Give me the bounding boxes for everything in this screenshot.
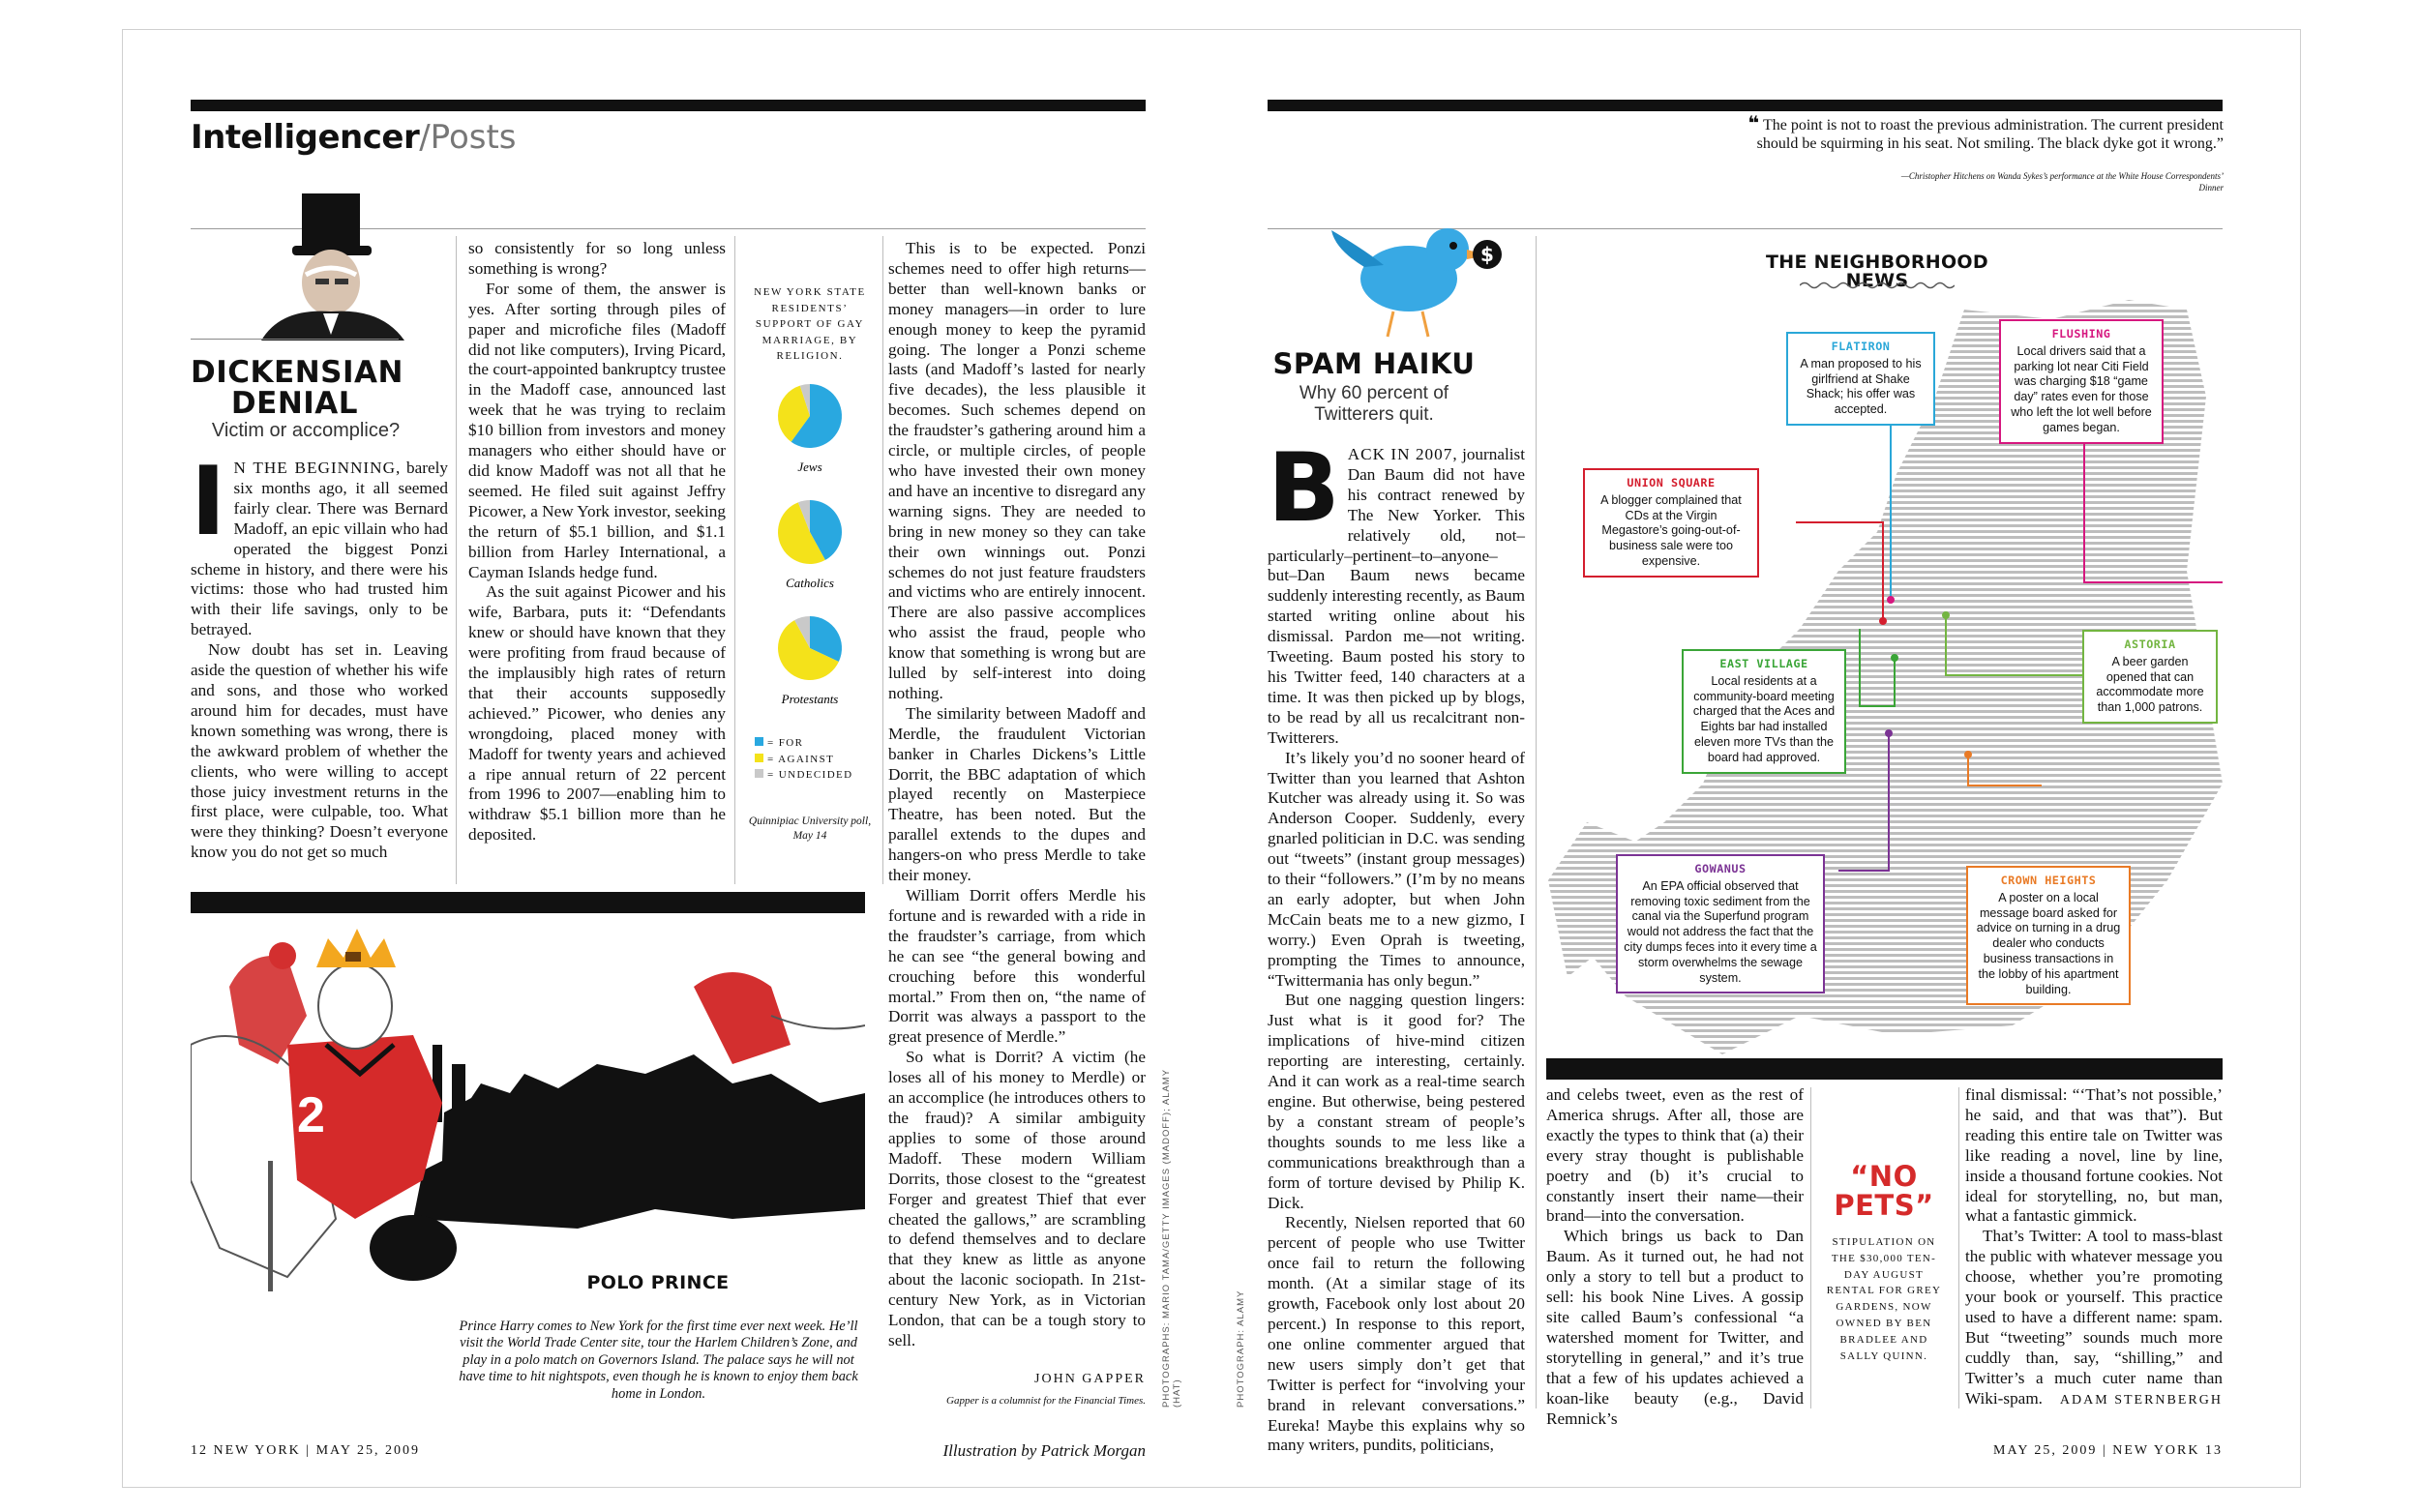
note-text: An EPA official observed that removing toxic sediment from the canal via the Superfund program would not address the fact that the city dumps feces into it every time a storm overwhelms the sewage system. — [1624, 878, 1817, 985]
left-photo-credit: PHOTOGRAPHS: MARIO TAMA/GETTY IMAGES (MADOFF); ALAMY (HAT) — [1161, 1069, 1182, 1408]
right-photo-credit: PHOTOGRAPH: ALAMY — [1236, 1290, 1246, 1408]
note-title: CROWN HEIGHTS — [2000, 874, 2097, 887]
note-astoria — [2082, 630, 2218, 724]
legend-item — [755, 752, 875, 768]
jersey-number: 2 — [297, 1087, 325, 1143]
twitter-bird-icon — [1326, 211, 1519, 342]
no-pets-headline — [1813, 1160, 1955, 1222]
polo-title: POLO PRINCE — [586, 1272, 730, 1293]
chart-source: Quinnipiac University poll, May 14 — [748, 815, 872, 842]
polo-rule — [191, 892, 865, 913]
top-rule-right — [1268, 100, 2223, 111]
note-title: GOWANUS — [1694, 862, 1747, 875]
note-text: A blogger complained that CDs at the Virgin Megastore’s going-out-of-business sale were too expensive. — [1600, 492, 1742, 568]
madoff-portrait-image — [242, 193, 404, 341]
note-crown-heights — [1966, 866, 2131, 1005]
section-sub: /Posts — [419, 118, 517, 157]
madoff-col1-para-2: Now doubt has set in. Leaving aside the question of whether his wife and sons, and those who worked around him for decades, must have known something was wrong, there is the awkward problem of whether the clients, who were willing to accept those juicy investment returns in the first place, were culpable, too. What were they thinking? Doesn’t everyone know you do not get so much — [191, 640, 448, 862]
haiku-col3-para-2: That’s Twitter: A tool to mass-blast the public with whatever message you choose, whether you’re promoting your book or yourself. This practice used to have a different name: spam. But “tweeting” sounds much more cuddly than, say, “shilling,” and Twitter’s a much cuter name than Wiki-spam. — [1965, 1227, 2223, 1408]
no-pets-line1: “NO — [1850, 1160, 1918, 1193]
pie-charts — [745, 368, 875, 716]
haiku-dek: Why 60 percent of Twitterers quit. — [1299, 383, 1449, 425]
madoff-col2-para-3: As the suit against Picower and his wife, Barbara, puts it: “Defendants knew or should have known that they were profiting from fraud because of the implausibly high rates of return that their accounts supposedly achieved.” Picower, who denies any wrongdoing, placed money with Madoff for twenty years and achieved a ripe annual return of 22 percent from 1996 to 2007—enabling him to withdraw $5.1 billion more than he deposited. — [468, 582, 726, 845]
pull-quote — [1742, 111, 2224, 153]
col-divider — [456, 236, 457, 884]
madoff-col3-para-4: So what is Dorrit? A victim (he loses all of his money to Merdle) or an accomplice (he introduces others to the fraud)? A similar ambiguity applies to some of those around Madoff. These modern William Dorrits, those closest to the “greatest Forger and greatest Thief that ever cheated the gallows,” are scrambling to defend themselves and to declare that they knew as little as anyone about the laconic sociopath. In 21st-century New York, as in Victorian London, that can be a tough story to sell. — [888, 1048, 1146, 1349]
madoff-headline-line2: DENIAL — [230, 385, 359, 421]
haiku-col-2 — [1546, 1085, 1804, 1429]
legend-label: = FOR — [767, 737, 804, 749]
legend-swatch-undecided — [755, 769, 763, 778]
portrait-underline — [191, 339, 399, 340]
dollar-sign: $ — [1480, 243, 1494, 266]
haiku-col2-para-2: Which brings us back to Dan Baum. As it turned out, he had not only a story to tell but a product to sell: his book Nine Lives. A gossip site called Baum’s confessional “a watershed moment for Twitter, and storytelling in general,” and it’s true that a few of his updates achieved a koan-like beauty (e.g., David Remnick’s — [1546, 1227, 1804, 1428]
col-divider — [734, 236, 735, 884]
madoff-dek: Victim or accomplice? — [211, 420, 401, 441]
note-text: A poster on a local message board asked for advice on turning in a drug dealer who conducts business transactions in the lobby of his apartment building. — [1976, 890, 2121, 996]
legend-item — [755, 767, 875, 784]
pie-label: Protestants — [781, 692, 839, 706]
madoff-tagline: Gapper is a columnist for the Financial Times. — [946, 1395, 1146, 1407]
haiku-col1-para-2: It’s likely you’d no sooner heard of Twitter than you learned that Ashton Kutcher was already using it. So was Anderson Cooper. Suddenly, every gnarled politician in D.C. was sending out “tweets” (instant group messages) to their “followers.” (I’m by no means an early adopter, but when John McCain beats me to a new gizmo, I worry.) Even Oprah is tweeting, prompting the Times to announce, “Twittermania has only begun.” — [1268, 748, 1525, 990]
madoff-dropcap: I — [191, 447, 226, 557]
note-flushing — [1999, 319, 2164, 444]
legend-item — [755, 735, 875, 752]
pie-label: Catholics — [786, 576, 834, 590]
note-east-village — [1682, 649, 1846, 774]
pie-label: Jews — [797, 460, 822, 474]
quote-text: The point is not to roast the previous administration. The current president should be squirming in his seat. Not smiling. The black dyke got it wrong.” — [1756, 117, 2224, 152]
legend-swatch-for — [755, 737, 763, 746]
left-folio: 12 NEW YORK | MAY 25, 2009 — [191, 1443, 420, 1458]
note-flatiron — [1786, 332, 1935, 426]
illustration-credit: Illustration by Patrick Morgan — [942, 1441, 1146, 1460]
col-divider — [1536, 236, 1537, 1408]
note-text: Local drivers said that a parking lot near Citi Field was charging $18 “game day” rates even for those who left the lot well before games began. — [2011, 343, 2152, 434]
madoff-col-3 — [888, 239, 1146, 1351]
polo-prince-illustration — [191, 929, 865, 1291]
note-title: FLUSHING — [2051, 327, 2111, 341]
note-title: EAST VILLAGE — [1719, 657, 1808, 670]
haiku-col-1 — [1268, 433, 1525, 1456]
note-union-square — [1583, 468, 1759, 578]
haiku-col1-para-1: journalist Dan Baum did not have his contract renewed by The New Yorker. This relatively old, not–particularly–pertinent–to–anyone–but–Dan Baum news became suddenly interesting recently, as Baum started writing online about his dismissal. Pardon me—not writing. Tweeting. Baum posted his story to his Twitter feed, 140 characters at a time. It was then picked up by blogs, to be read by all us recalcitrant non-Twitterers. — [1268, 445, 1525, 747]
note-text: A man proposed to his girlfriend at Shake Shack; his offer was accepted. — [1800, 356, 1922, 417]
note-title: FLATIRON — [1831, 340, 1891, 353]
madoff-lead-in: N THE BEGINNING, — [233, 459, 402, 477]
no-pets-text: STIPULATION ON THE $30,000 TEN-DAY AUGUST RENTAL FOR GREY GARDENS, NOW OWNED BY BEN BRADLEE AND SALLY QUINN. — [1826, 1236, 1942, 1362]
haiku-lead-in: ACK IN 2007, — [1347, 445, 1458, 463]
haiku-dropcap: B — [1268, 433, 1340, 544]
madoff-byline: JOHN GAPPER — [1034, 1372, 1146, 1386]
note-gowanus — [1616, 854, 1825, 993]
section-name: Intelligencer — [191, 118, 420, 157]
madoff-headline — [191, 355, 403, 421]
madoff-col2-para-2: For some of them, the answer is yes. After sorting through piles of paper and microfiche files (Madoff did not like computers), Irving Picard, the court-appointed bankruptcy trustee in the Madoff case, announced last week that he was trying to reclaim $10 billion from investors and money managers who either should have or did know Madoff was not all that he seemed. He filed suit against Jeffry Picower, a New York investor, seeking the return of $5.1 billion, and $1.1 billion from Harley International, a Cayman Islands hedge fund. — [468, 279, 726, 581]
legend-swatch-against — [755, 754, 763, 762]
madoff-col1-para-1: barely six months ago, it all seemed fairly clear. There was Bernard Madoff, an epic villain who had operated the biggest Ponzi scheme in history, and there were his victims: those who had trusted him with their life savings, only to be betrayed. — [191, 459, 448, 639]
madoff-col3-para-2: The similarity between Madoff and Merdle, the fraudulent Victorian banker in Charles Dickens’s Little Dorrit, the BBC adaptation of which played recently on Masterpiece Theatre, has been noted. But the parallel extends to the dupes and hangers-on who press Merdle to take their money. — [888, 703, 1146, 885]
madoff-col2-para-1: so consistently for so long unless something is wrong? — [468, 239, 726, 278]
note-text: A beer garden opened that can accommodate more than 1,000 patrons. — [2096, 654, 2204, 715]
quote-attribution: —Christopher Hitchens on Wanda Sykes’s performance at the White House Correspondents’ Dinner — [1900, 171, 2224, 193]
haiku-headline: SPAM HAIKU — [1272, 347, 1476, 380]
map-title: THE NEIGHBORHOOD NEWS — [1766, 252, 1988, 292]
legend-label: = AGAINST — [767, 753, 835, 765]
map-rule — [1546, 1058, 2223, 1080]
no-pets-line2: PETS” — [1834, 1188, 1934, 1222]
top-rule-left — [191, 100, 1146, 111]
haiku-col1-para-4: Recently, Nielsen reported that 60 percent of people who use Twitter once fail to return the following month. (At a similar stage of its growth, Facebook only lost about 20 percent.) In response to this report, one online commenter argued that new users simply don’t get that Twitter is perfect for “involving your brand in relevant conversations.” Eureka! Maybe this explains why so many writers, pundits, politicians, — [1268, 1213, 1525, 1455]
madoff-col-2 — [468, 239, 726, 845]
haiku-col2-para-1: and celebs tweet, even as the rest of America shrugs. After all, those are exactly the types to think that (a) their every stray thought is publishable poetry and (b) it’s crucial to constantly insert their name—their brand—into the conversation. — [1546, 1085, 1804, 1226]
haiku-byline: ADAM STERNBERGH — [2059, 1393, 2223, 1408]
dollar-bubble-icon — [1471, 238, 1504, 271]
madoff-col3-para-3: William Dorrit offers Merdle his fortune and is rewarded with a ride in the fraudster’s carriage, from which he can see “the general bowing and crouching before this wonderful mortal.” From then on, “the name of Dorrit was always a passport to the great presence of Merdle.” — [888, 886, 1146, 1047]
col-divider — [1810, 1087, 1811, 1408]
chart-legend — [755, 735, 875, 784]
haiku-col1-para-3: But one nagging question lingers: Just what is it good for? The implications of hive-mind citizen reporting are interesting, certainly. And it can work as a real-time search engine. But otherwise, being pestered by a constant stream of people’s thoughts sounds to me less like a communications breakthrough than a form of torture devised by Philip K. Dick. — [1268, 991, 1525, 1212]
haiku-col3-para-1: final dismissal: “‘That’s not possible,’ he said, and that was that”). But reading this entire tale on Twitter was like reading a novel, line by line, inside a thousand fortune cookies. Not ideal for storytelling, no, but man, what a fantastic gimmick. — [1965, 1085, 2223, 1226]
madoff-col-1 — [191, 447, 448, 863]
legend-label: = UNDECIDED — [767, 769, 853, 781]
quote-mark-icon: ❝ — [1747, 111, 1760, 134]
section-header — [191, 118, 517, 157]
note-text: Local residents at a community-board meeting charged that the Aces and Eights bar had installed eleven more TVs than the board had approved. — [1692, 673, 1836, 764]
col-divider — [882, 236, 883, 884]
polo-caption: Prince Harry comes to New York for the first time ever next week. He’ll visit the World Trade Center site, tour the Harlem Children’s Zone, and play in a polo match on Governors Island. The palace says he will not have time to hit nightspots, even though he is known to enjoy them back home in London. — [459, 1319, 858, 1402]
chart-title: NEW YORK STATE RESIDENTS’ SUPPORT OF GAY MARRIAGE, BY RELIGION. — [754, 286, 866, 363]
col-divider — [1958, 1087, 1959, 1408]
note-title: UNION SQUARE — [1627, 476, 1716, 489]
madoff-col3-para-1: This is to be expected. Ponzi schemes need to offer high returns—better than well-known banks or money managers—in order to lure enough money to keep the pyramid going. The longer a Ponzi scheme lasts (and Madoff’s lasted for nearly five decades), the less plausible it becomes. Such schemes depend on the fraudster’s gathering around him a circle, or multiple circles, of people who have invested their own money and have an incentive to disregard any warning signs. They are needed to bring in new money so they can take their own winnings out. Ponzi schemes do not just feature fraudsters and victims who are entirely innocent. There are also passive accomplices who assist the fraud, people who know that something is wrong but are lulled by self-interest into doing nothing. — [888, 239, 1146, 702]
haiku-col-3 — [1965, 1085, 2223, 1409]
note-title: ASTORIA — [2124, 637, 2176, 651]
right-folio: MAY 25, 2009 | NEW YORK 13 — [1993, 1443, 2223, 1458]
madoff-headline-line1: DICKENSIAN — [191, 355, 403, 390]
